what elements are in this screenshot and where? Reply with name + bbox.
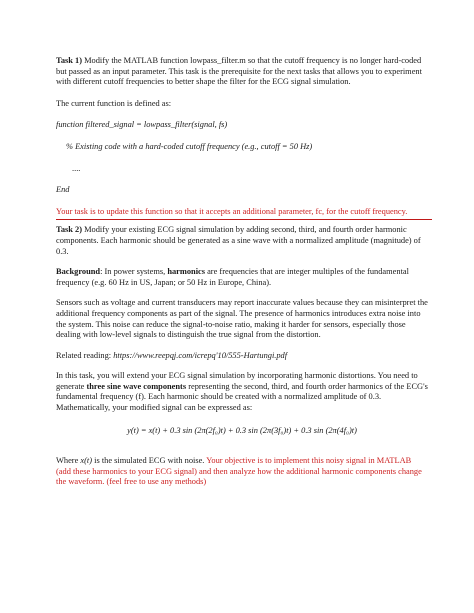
section-divider [56,219,432,220]
task1-intro: Modify the MATLAB function lowpass_filter.m so that the cutoff frequency is no longer hard-coded but passed as an input parameter. This task is the prerequisite for the next tasks that allows you to experiment with different cutoff frequencies to better shape the filter for the ECG signal simulation. [56,56,422,87]
related-reading [56,351,428,362]
task2-instructions [56,371,428,413]
background-text-post: are frequencies that are integer multiples of the fundamental frequency (e.g. 60 Hz in US, Japan; or 50 Hz in Europe, China). [56,267,409,287]
task1-paragraph [56,56,428,88]
related-reading-label: Related reading: [56,350,114,360]
objective-text: Your objective is to implement this noisy signal in MATLAB (add these harmonics to your ECG signal) and then analyze how the additional harmonic components change the waveform. (feel free to use any methods) [56,456,422,487]
related-reading-link[interactable]: https://www.reepqj.com/icrepq'10/555-Hartungi.pdf [113,350,288,360]
task2-text-pre: In this task, you will extend your ECG signal simulation by incorporating harmonic distortions. You need to generate [56,371,418,391]
code-ellipsis: .... [72,163,81,173]
harmonics-term: harmonics [167,267,205,277]
where-paragraph [56,456,428,488]
task1-heading: Task 1) [56,56,82,65]
background-label: Background [56,267,101,277]
end-keyword: End [56,185,70,195]
where-variable: x(t) [80,456,93,466]
document-page [56,56,428,488]
task2-text-post: representing the second, third, and fourth order harmonics of the ECG's fundamental frequency (f). Each harmonic should be created with a normalized amplitude of 0.3. Mathematically, your modified signal can be expressed as: [56,381,428,413]
task2-paragraph [56,225,428,257]
function-signature: function filtered_signal = lowpass_filter(signal, fs) [56,120,228,130]
background-text-pre: : In power systems, [100,267,168,277]
task2-heading: Task 2) [56,225,82,235]
task1-instruction: Your task is to update this function so that it accepts an additional parameter, fc, for the cutoff frequency. [56,206,408,216]
sensors-paragraph: Sensors such as voltage and current transducers may report inaccurate values because they can misinterpret the additional frequency components as part of the signal. The presence of harmonics introduces extra noise into the system. This noise can reduce the signal-to-noise ratio, making it harder for sensors, especially those dealing with low-level signals to distinguish the true signal from the distortion. [56,298,428,340]
where-text-pre: Where [56,456,81,466]
where-text-mid: is the simulated ECG with noise. [92,456,207,466]
background-paragraph [56,267,428,288]
task2-intro: Modify your existing ECG signal simulation by adding second, third, and fourth order harmonic components. Each harmonic should be generated as a sine wave with a normalized amplitude (magnitude) of 0.3. [56,225,421,256]
three-sine-components: three sine wave components [86,381,187,391]
current-definition-label: The current function is defined as: [56,98,172,108]
harmonic-formula: y(t) = x(t) + 0.3 sin (2π(2f₀)t) + 0.3 sin (2π(3f₀)t) + 0.3 sin (2π(4f₀)t) [127,425,357,435]
code-comment: % Existing code with a hard-coded cutoff frequency (e.g., cutoff = 50 Hz) [66,141,313,151]
